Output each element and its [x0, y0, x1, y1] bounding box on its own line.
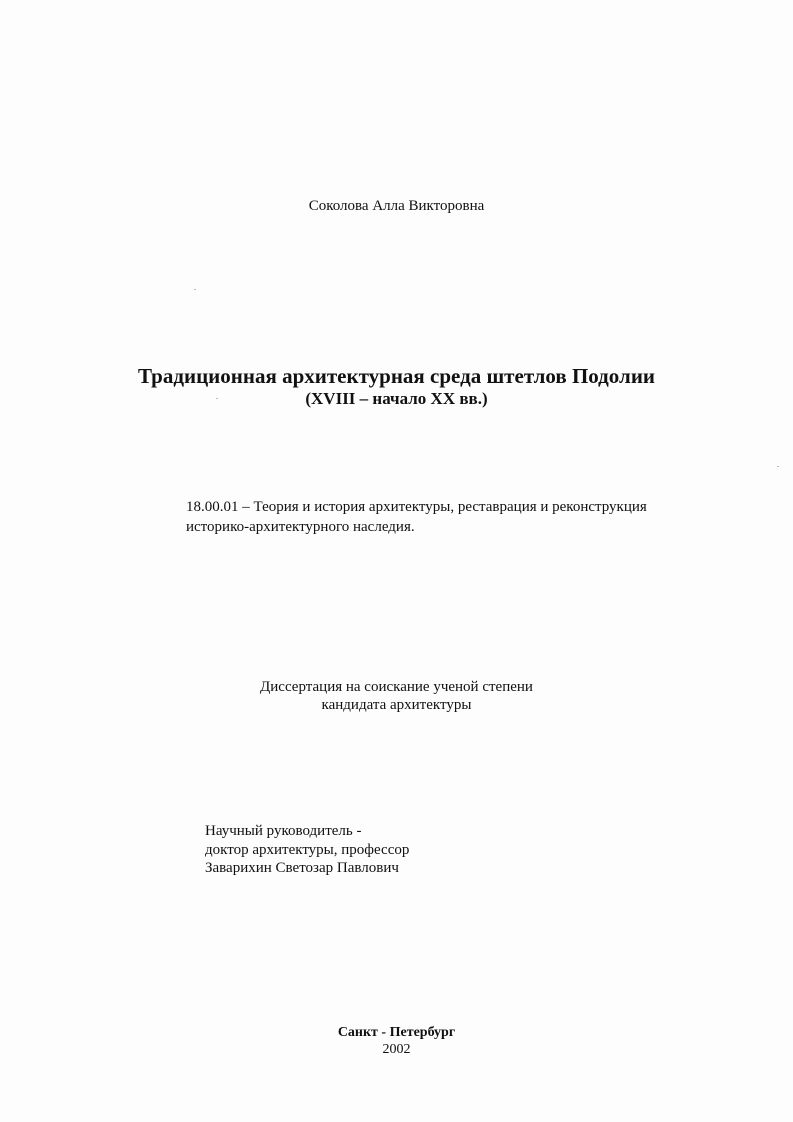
specialty-code-line: 18.00.01 – Теория и история архитектуры, реставрация и реконструкция — [186, 499, 647, 515]
degree-line-1: Диссертация на соискание ученой степени — [260, 679, 533, 695]
author-name: Соколова Алла Викторовна — [308, 198, 485, 214]
supervisor-credentials: доктор архитектуры, профессор — [205, 842, 410, 858]
supervisor-label: Научный руководитель - — [205, 823, 362, 839]
scan-speck — [216, 398, 218, 399]
year: 2002 — [382, 1042, 411, 1057]
scan-speck — [777, 466, 779, 467]
degree-line-2: кандидата архитектуры — [321, 697, 472, 713]
specialty-name-line: историко-архитектурного наследия. — [186, 519, 415, 535]
dissertation-period: (XVIII – начало XX вв.) — [305, 389, 488, 408]
scan-speck — [194, 289, 196, 290]
dissertation-title: Традиционная архитектурная среда штетлов Подолии — [137, 364, 656, 388]
supervisor-name: Заварихин Светозар Павлович — [205, 860, 399, 876]
city: Санкт - Петербург — [337, 1025, 456, 1040]
